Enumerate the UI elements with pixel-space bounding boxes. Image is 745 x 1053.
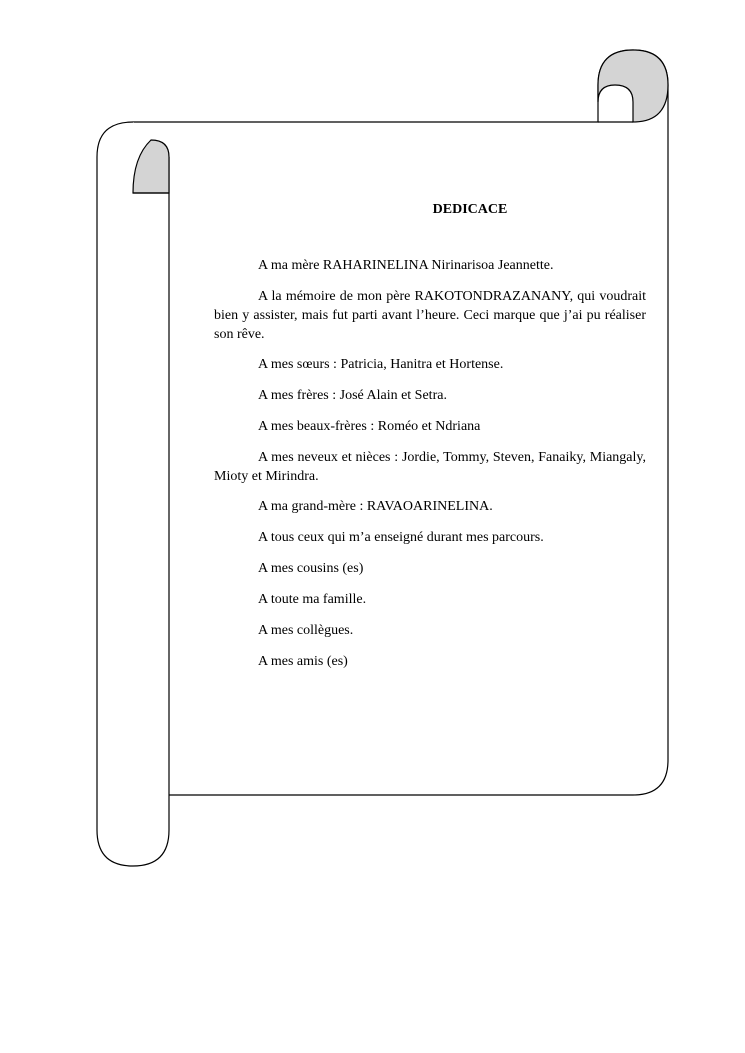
dedication-paragraph: A mes cousins (es) xyxy=(258,561,364,576)
dedication-paragraph: A mes sœurs : Patricia, Hanitra et Hortense. xyxy=(258,357,504,372)
dedication-paragraph: A mes frères : José Alain et Setra. xyxy=(258,388,447,403)
dedication-paragraph: A ma grand-mère : RAVAOARINELINA. xyxy=(258,499,493,514)
dedication-body xyxy=(214,200,646,683)
dedication-paragraph: A ma mère RAHARINELINA Nirinarisoa Jeannette. xyxy=(258,258,554,273)
dedication-paragraph: A mes neveux et nièces : Jordie, Tommy, Steven, Fanaiky, Miangaly, Mioty et Mirindra. xyxy=(214,450,646,484)
dedication-paragraph: A tous ceux qui m’a enseigné durant mes parcours. xyxy=(258,530,544,545)
scroll-left-roll xyxy=(97,122,169,866)
page-title: DEDICACE xyxy=(432,202,508,217)
dedication-paragraph: A mes beaux-frères : Roméo et Ndriana xyxy=(258,419,481,434)
dedication-paragraph: A toute ma famille. xyxy=(258,592,367,607)
dedication-paragraph: A mes collègues. xyxy=(258,623,354,638)
dedication-paragraph: A la mémoire de mon père RAKOTONDRAZANANY, qui voudrait bien y assister, mais fut parti avant l’heure. Ceci marque que j’ai pu réaliser son rêve. xyxy=(214,289,646,342)
dedication-paragraph: A mes amis (es) xyxy=(258,654,348,669)
